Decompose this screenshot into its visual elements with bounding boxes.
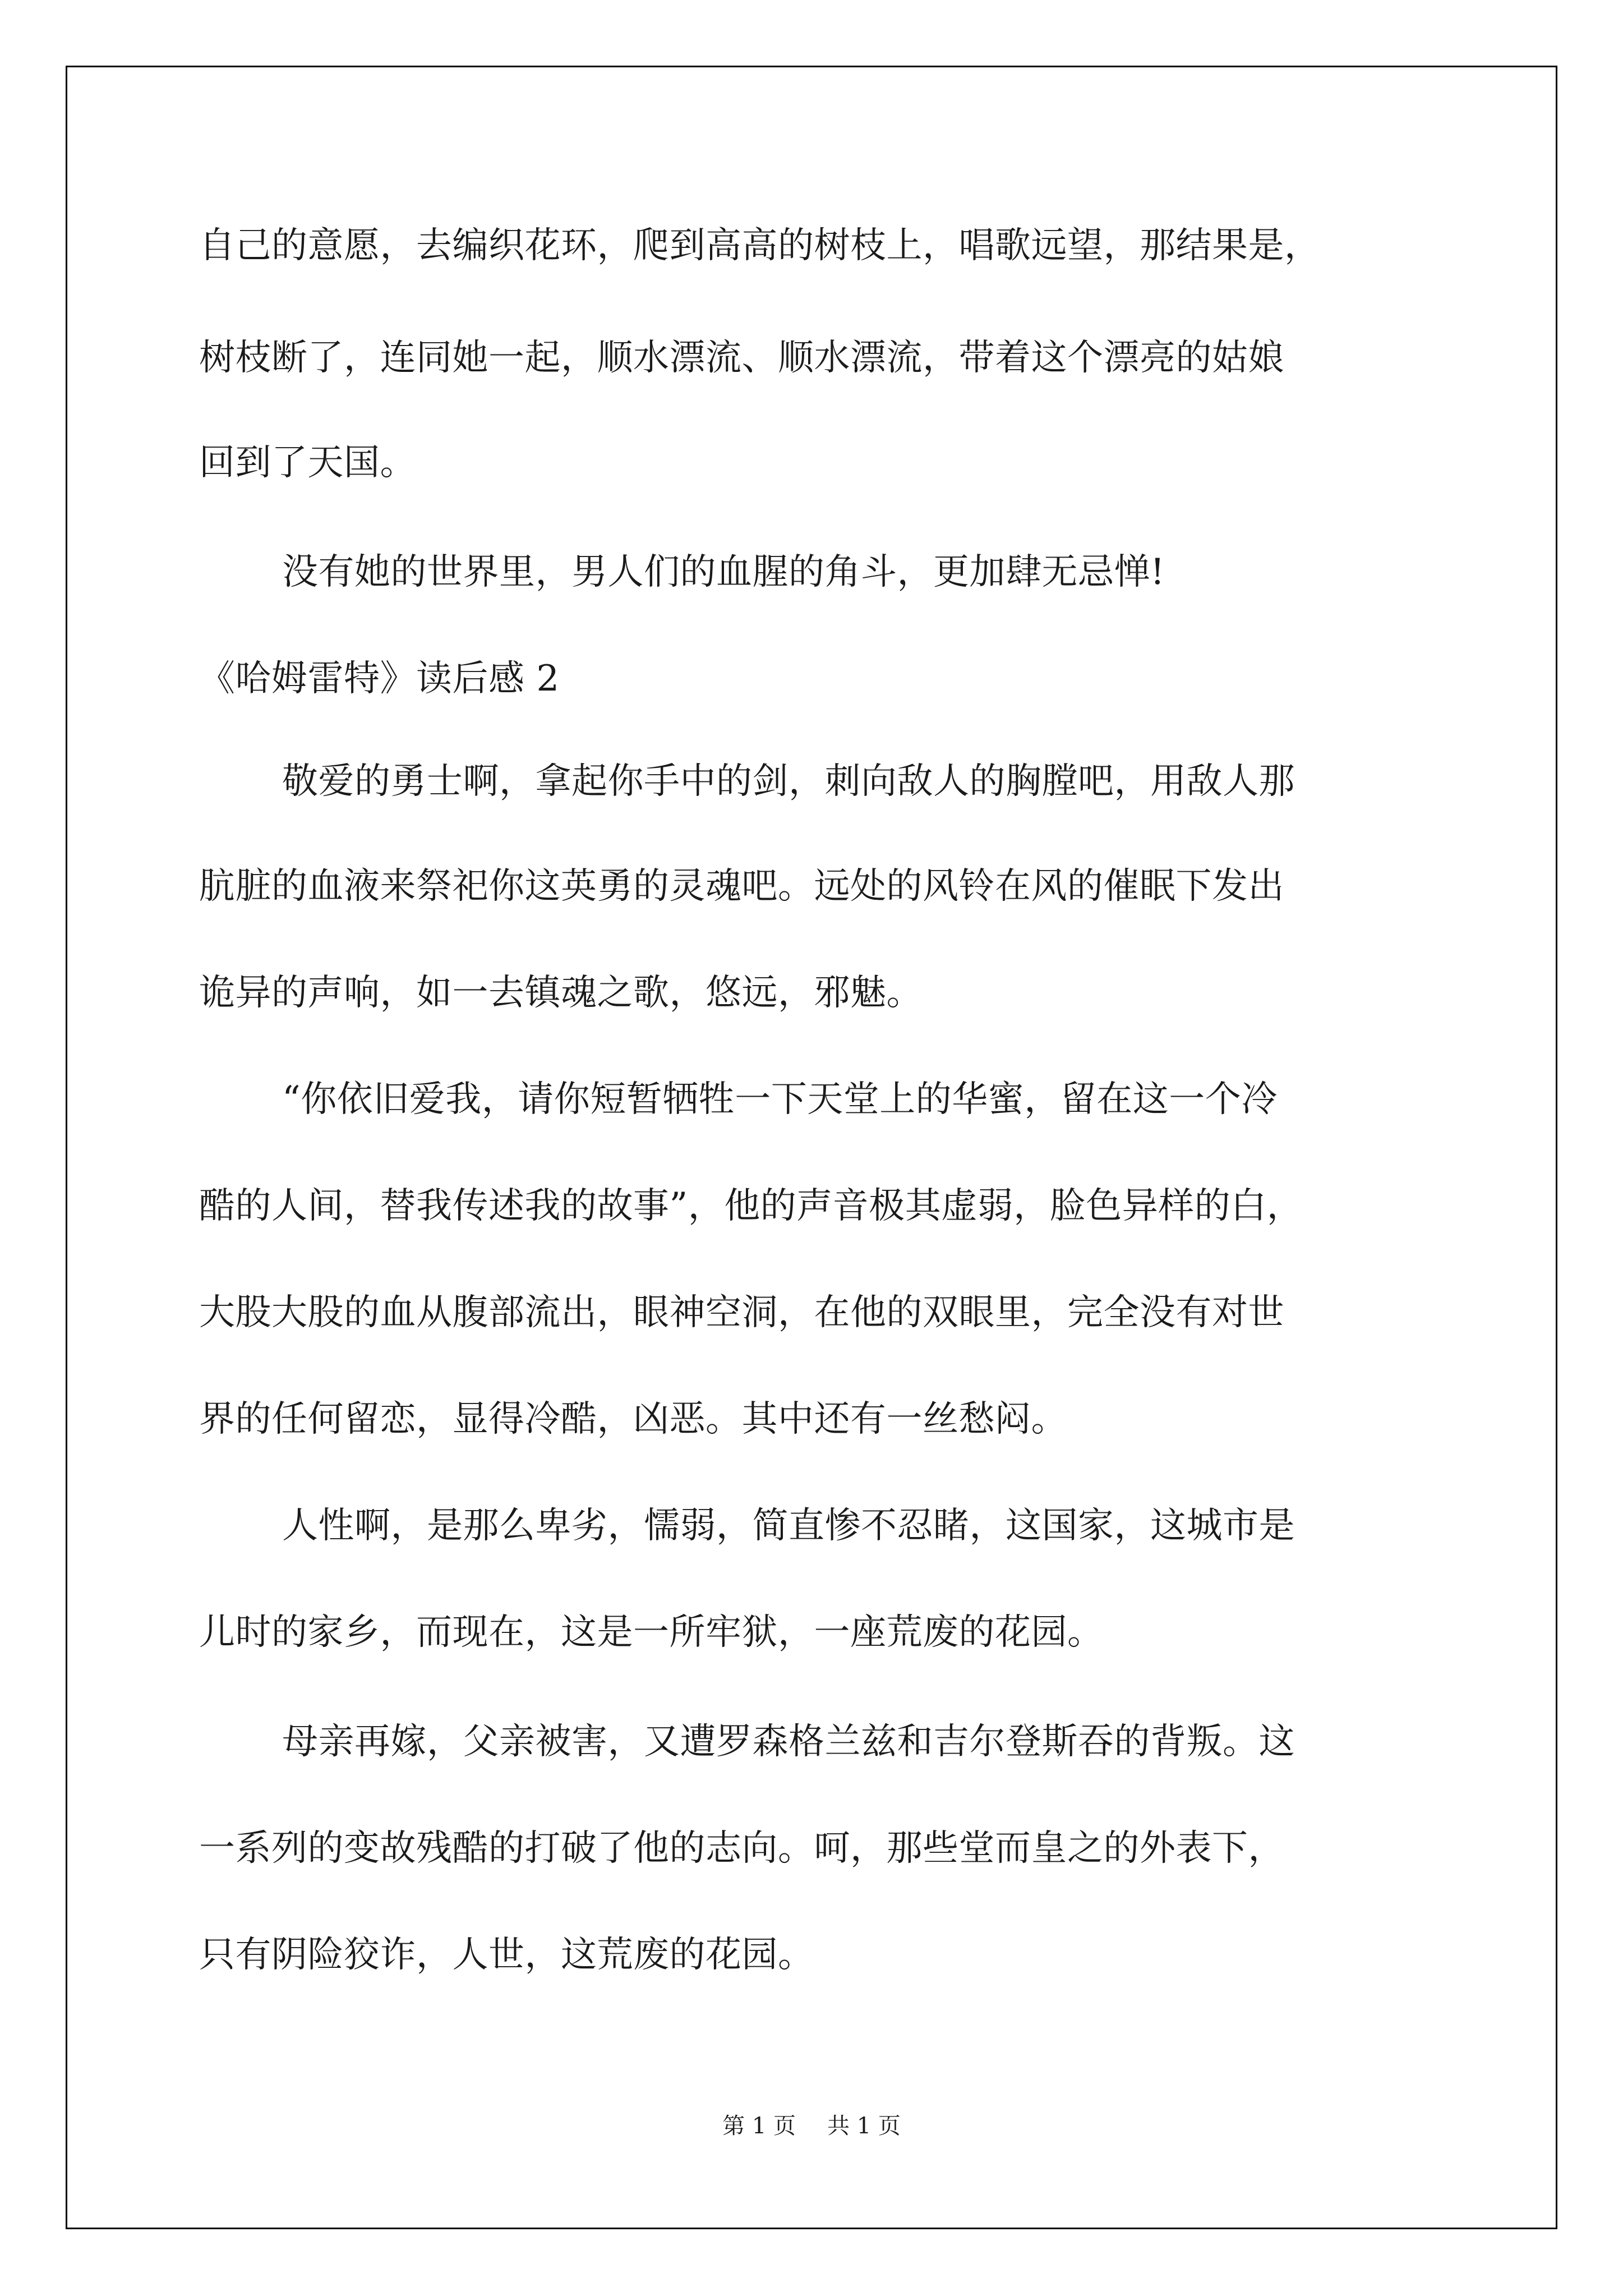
paragraph-start: 母亲再嫁，父亲被害，又遭罗森格兰兹和吉尔登斯吞的背叛。这 xyxy=(282,1721,1295,1763)
page-number: 第 1 页 xyxy=(722,2113,796,2139)
text-line: 回到了天国。 xyxy=(199,442,416,484)
page-border xyxy=(66,66,1557,2229)
paragraph-start: 没有她的世界里，男人们的血腥的角斗，更加肆无忌惮! xyxy=(282,551,1165,593)
text-line: 大股大股的血从腹部流出，眼神空洞，在他的双眼里，完全没有对世 xyxy=(199,1292,1284,1333)
text-line: 一系列的变故残酷的打破了他的志向。呵，那些堂而皇之的外表下， xyxy=(199,1828,1284,1869)
page-footer xyxy=(0,2112,1623,2140)
text-line: 界的任何留恋，显得冷酷，凶恶。其中还有一丝愁闷。 xyxy=(199,1398,1067,1440)
paragraph-start: 敬爱的勇士啊，拿起你手中的剑，刺向敌人的胸膛吧，用敌人那 xyxy=(282,761,1295,802)
section-heading: 《哈姆雷特》读后感 2 xyxy=(199,658,560,700)
text-line: 树枝断了，连同她一起，顺水漂流、顺水漂流，带着这个漂亮的姑娘 xyxy=(199,337,1284,379)
text-line: 儿时的家乡，而现在，这是一所牢狱，一座荒废的花园。 xyxy=(199,1612,1104,1653)
text-line: 肮脏的血液来祭祀你这英勇的灵魂吧。远处的风铃在风的催眠下发出 xyxy=(199,866,1284,907)
text-line: 自己的意愿，去编织花环，爬到高高的树枝上，唱歌远望，那结果是， xyxy=(199,225,1321,266)
page-total: 共 1 页 xyxy=(827,2113,901,2139)
text-line: 只有阴险狡诈，人世，这荒废的花园。 xyxy=(199,1934,814,1976)
paragraph-start: 人性啊，是那么卑劣，懦弱，简直惨不忍睹，这国家，这城市是 xyxy=(282,1505,1295,1547)
text-line: 酷的人间，替我传述我的故事”，他的声音极其虚弱，脸色异样的白， xyxy=(199,1185,1303,1227)
paragraph-start: “你依旧爱我，请你短暂牺牲一下天堂上的华蜜，留在这一个冷 xyxy=(282,1079,1278,1120)
text-line: 诡异的声响，如一去镇魂之歌，悠远，邪魅。 xyxy=(199,972,923,1014)
